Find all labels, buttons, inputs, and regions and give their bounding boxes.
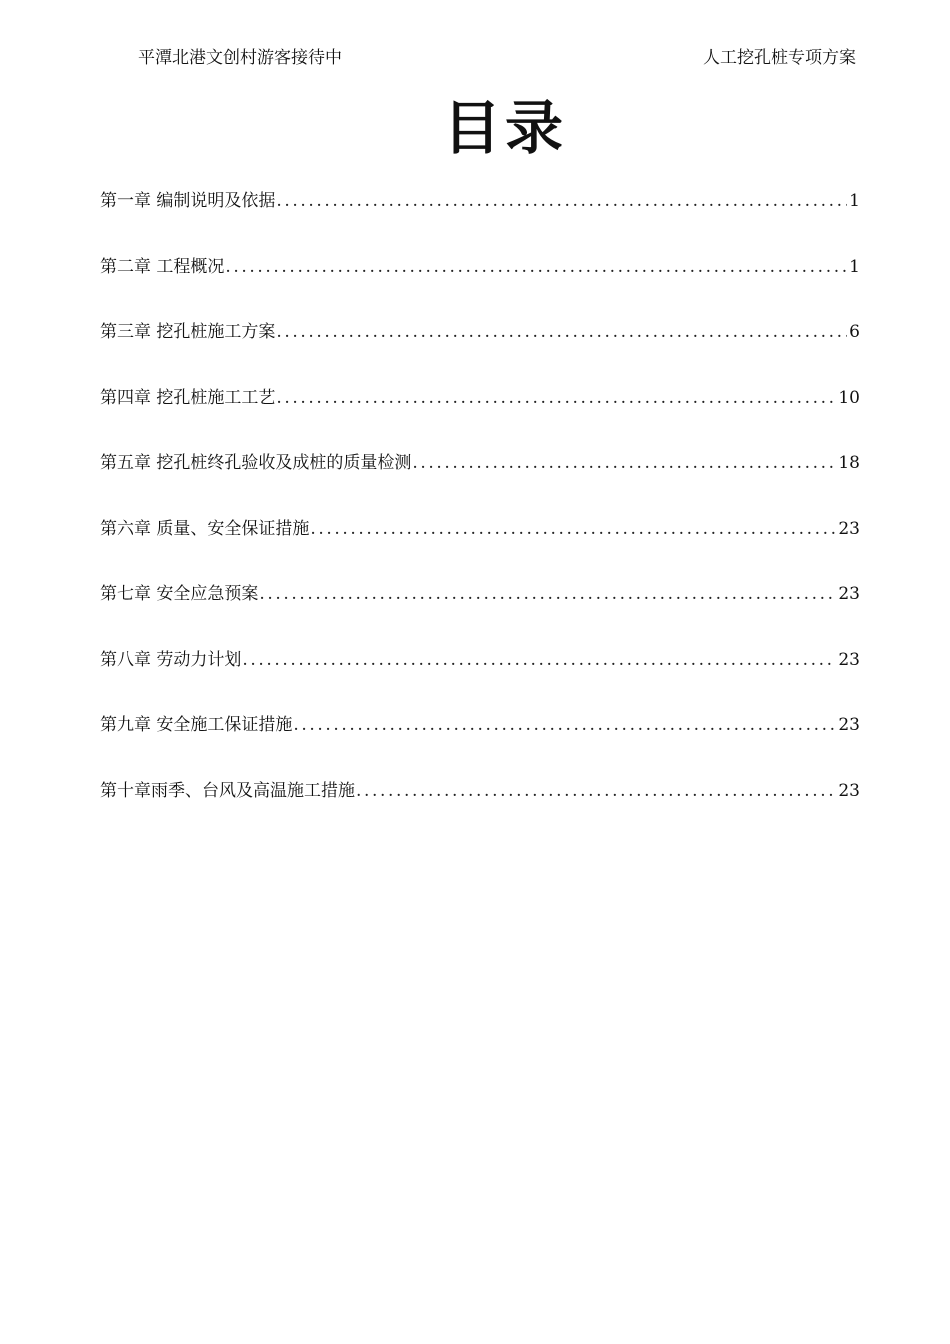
header-project-name: 平潭北港文创村游客接待中 [138,48,342,68]
toc-page-number: 23 [838,518,860,539]
toc-leader-dots [225,255,847,279]
toc-chapter-title: 第九章 安全施工保证措施 [100,715,293,735]
toc-chapter-title: 第五章 挖孔桩终孔验收及成桩的质量检测 [100,453,412,473]
page-title: 目录 [442,94,567,162]
toc-leader-dots [356,779,836,803]
toc-chapter-title: 第一章 编制说明及依据 [100,191,276,211]
toc-leader-dots [276,189,847,213]
toc-page-number: 23 [838,780,860,801]
toc-entry-10[interactable] [100,779,860,845]
toc-page-number: 1 [849,256,860,277]
toc-chapter-title: 第七章 安全应急预案 [100,584,259,604]
toc-page-number: 23 [838,715,860,735]
toc-entry-8[interactable] [100,648,860,714]
toc-leader-dots [242,648,836,672]
toc-leader-dots [259,582,836,606]
toc-entry-9[interactable] [100,713,860,779]
toc-leader-dots [293,713,836,737]
table-of-contents [100,189,860,844]
toc-leader-dots [412,451,836,475]
toc-entry-3[interactable] [100,320,860,386]
toc-page-number: 10 [838,387,860,408]
toc-chapter-title: 第八章 劳动力计划 [100,649,242,670]
toc-page-number: 23 [838,584,860,604]
toc-chapter-title: 第二章 工程概况 [100,256,225,277]
toc-entry-1[interactable] [100,189,860,255]
toc-chapter-title: 第六章 质量、安全保证措施 [100,518,310,539]
toc-entry-7[interactable] [100,582,860,648]
toc-chapter-title: 第三章 挖孔桩施工方案 [100,322,276,342]
toc-entry-4[interactable] [100,386,860,452]
toc-entry-5[interactable] [100,451,860,517]
toc-page-number: 1 [849,191,860,211]
toc-leader-dots [276,320,847,344]
toc-chapter-title: 第四章 挖孔桩施工工艺 [100,387,276,408]
toc-page-number: 23 [838,649,860,670]
toc-leader-dots [310,517,836,541]
toc-page-number: 18 [838,453,860,473]
toc-page-number: 6 [849,322,860,342]
header-document-name: 人工挖孔桩专项方案 [703,48,856,68]
toc-chapter-title: 第十章雨季、台风及高温施工措施 [100,780,355,801]
toc-entry-6[interactable] [100,517,860,583]
toc-leader-dots [276,386,836,410]
toc-entry-2[interactable] [100,255,860,321]
